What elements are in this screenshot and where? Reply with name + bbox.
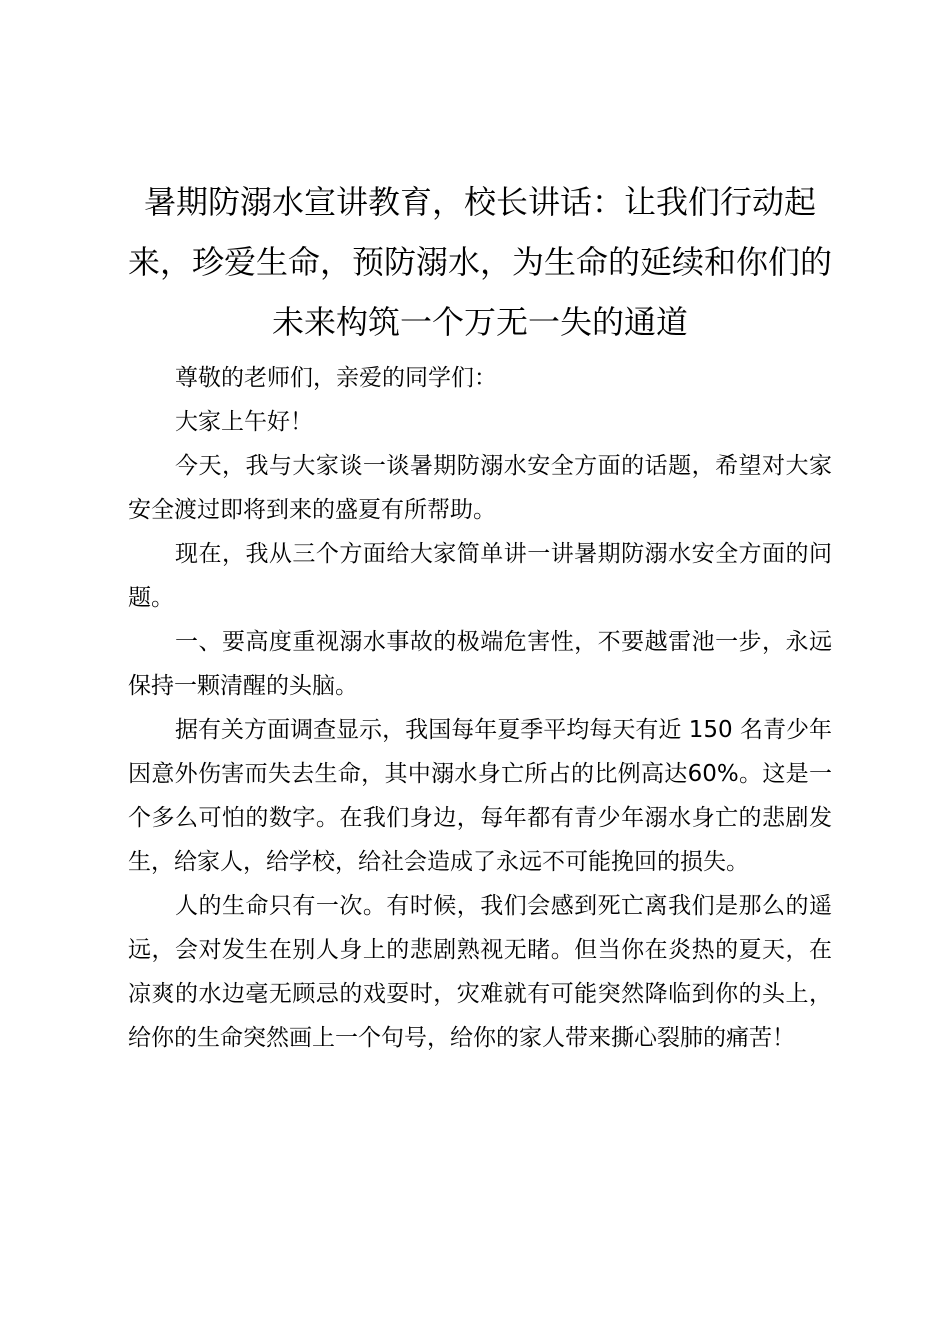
paragraph-life-once: 人的生命只有一次。有时候，我们会感到死亡离我们是那么的遥远，会对发生在别人身上的悲剧熟视无睹。但当你在炎热的夏天，在凉爽的水边毫无顾忌的戏耍时，灾难就有可能突然降临到你的头上，给你的生命突然画上一个句号，给你的家人带来撕心裂肺的痛苦！	[128, 893, 832, 1051]
paragraph-hello: 大家上午好！	[175, 409, 313, 435]
document-page	[128, 172, 832, 1060]
paragraph-outline: 现在，我从三个方面给大家简单讲一讲暑期防溺水安全方面的问题。	[128, 541, 832, 611]
document-title: 暑期防溺水宣讲教育，校长讲话：让我们行动起来，珍爱生命，预防溺水，为生命的延续和你们的未来构筑一个万无一失的通道	[128, 183, 833, 341]
paragraph-greeting: 尊敬的老师们，亲爱的同学们：	[175, 365, 497, 391]
paragraph-intro: 今天，我与大家谈一谈暑期防溺水安全方面的话题，希望对大家安全渡过即将到来的盛夏有所帮助。	[128, 453, 832, 523]
paragraph-statistics: 据有关方面调查显示，我国每年夏季平均每天有近 150 名青少年因意外伤害而失去生命，其中溺水身亡所占的比例高达60%。这是一个多么可怕的数字。在我们身边，每年都有青少年溺水身亡的悲剧发生，给家人，给学校，给社会造成了永远不可能挽回的损失。	[128, 717, 832, 875]
paragraph-section-one-heading: 一、要高度重视溺水事故的极端危害性，不要越雷池一步，永远保持一颗清醒的头脑。	[128, 629, 832, 699]
